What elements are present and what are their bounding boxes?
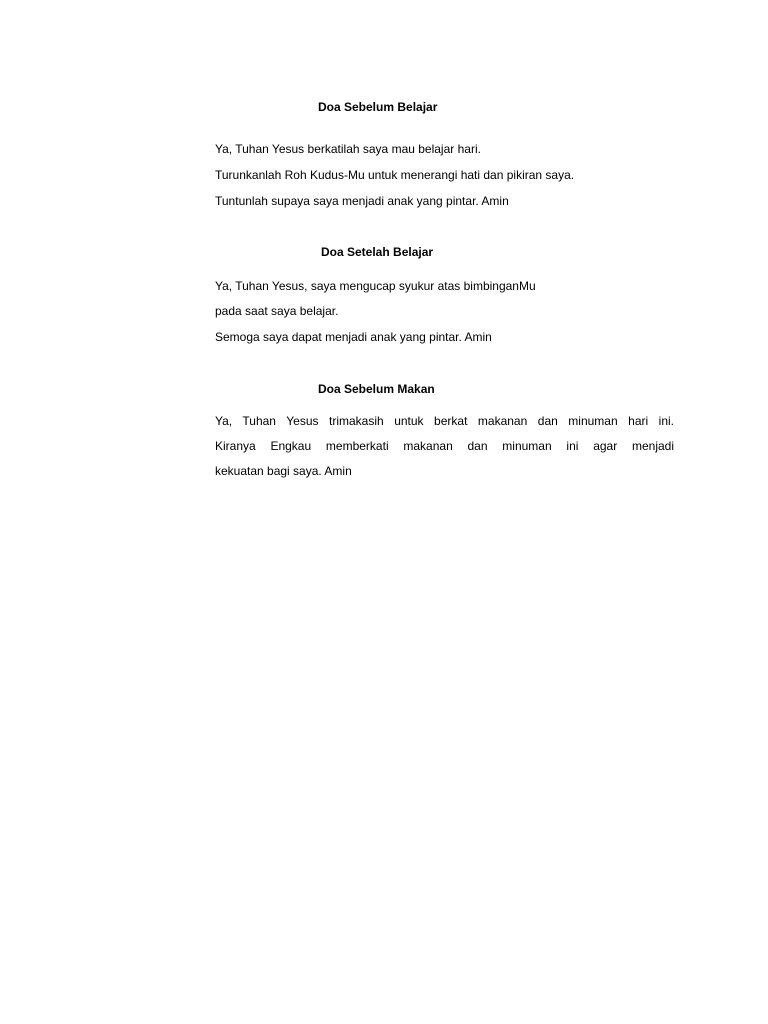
section-title-doa-sebelum-belajar: Doa Sebelum Belajar [318,100,438,114]
prayer-line: Turunkanlah Roh Kudus-Mu untuk menerangi hati dan pikiran saya. [215,168,575,182]
prayer-line: Ya, Tuhan Yesus, saya mengucap syukur atas bimbinganMu [215,279,536,293]
prayer-line: Tuntunlah supaya saya menjadi anak yang pintar. Amin [215,194,509,208]
prayer-line: Ya, Tuhan Yesus trimakasih untuk berkat makanan dan minuman hari ini. [215,414,674,428]
section-title-doa-setelah-belajar: Doa Setelah Belajar [321,245,434,259]
prayer-line: Kiranya Engkau memberkati makanan dan minuman ini agar menjadi [215,439,674,453]
prayer-line: Ya, Tuhan Yesus berkatilah saya mau belajar hari. [215,142,481,156]
prayer-paragraph [215,414,674,464]
prayer-line: pada saat saya belajar. [215,304,339,318]
section-title-doa-sebelum-makan: Doa Sebelum Makan [318,382,435,396]
prayer-line: kekuatan bagi saya. Amin [215,464,352,478]
prayer-line: Semoga saya dapat menjadi anak yang pintar. Amin [215,330,492,344]
